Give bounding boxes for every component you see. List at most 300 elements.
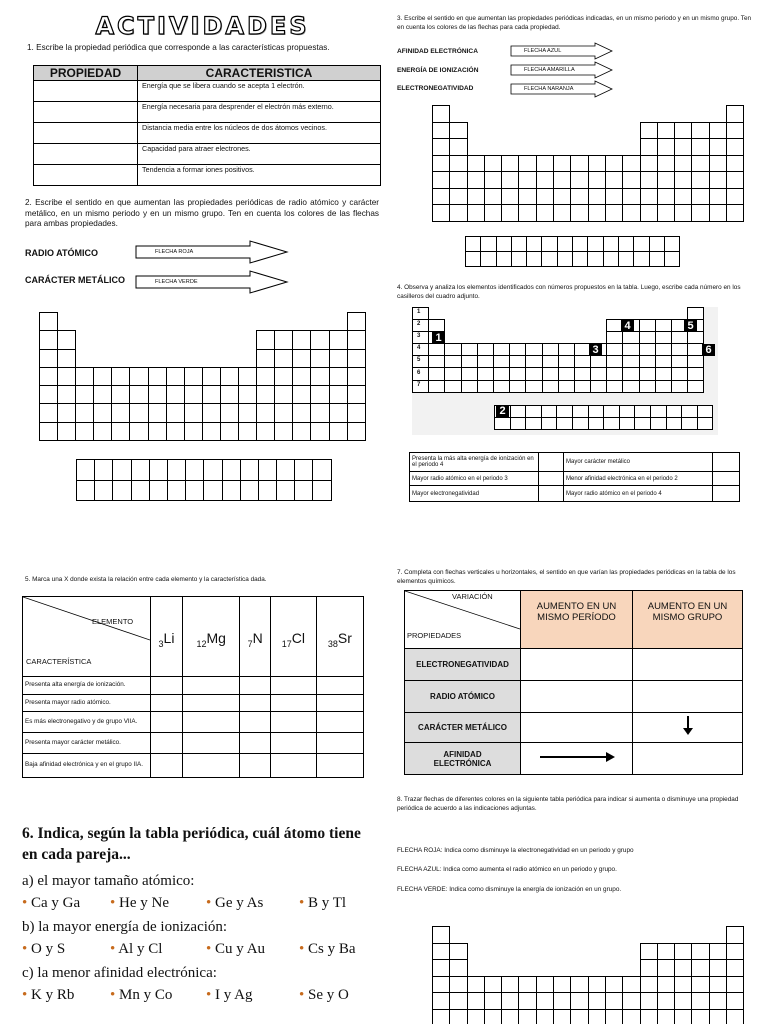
- element-cell[interactable]: [536, 171, 554, 189]
- element-cell[interactable]: [501, 188, 519, 206]
- element-cell[interactable]: [238, 422, 257, 441]
- element-cell[interactable]: [467, 1009, 485, 1024]
- element-cell[interactable]: [726, 105, 744, 123]
- element-cell[interactable]: [432, 926, 450, 944]
- element-cell[interactable]: [467, 188, 485, 206]
- element-cell[interactable]: [484, 976, 502, 994]
- element-cell[interactable]: [432, 188, 450, 206]
- element-cell[interactable]: [310, 367, 329, 386]
- element-cell[interactable]: [167, 459, 186, 481]
- element-cell[interactable]: [449, 188, 467, 206]
- element-cell[interactable]: [220, 367, 239, 386]
- element-cell[interactable]: [347, 385, 366, 404]
- element-cell[interactable]: [240, 480, 259, 502]
- element-cell[interactable]: [149, 459, 168, 481]
- q5-answer-cell[interactable]: [270, 712, 316, 733]
- q7-answer-cell[interactable]: [521, 681, 633, 713]
- element-cell[interactable]: [432, 171, 450, 189]
- q4-answer-cell[interactable]: [713, 486, 740, 502]
- element-cell[interactable]: [674, 976, 692, 994]
- element-cell[interactable]: [184, 403, 203, 422]
- element-cell[interactable]: [484, 155, 502, 173]
- element-cell[interactable]: [75, 367, 94, 386]
- element-cell[interactable]: [618, 251, 634, 267]
- q5-answer-cell[interactable]: [316, 695, 363, 712]
- element-cell[interactable]: [518, 976, 536, 994]
- element-cell[interactable]: [467, 992, 485, 1010]
- element-cell[interactable]: [220, 422, 239, 441]
- element-cell[interactable]: [202, 422, 221, 441]
- element-cell[interactable]: [484, 171, 502, 189]
- element-cell[interactable]: [220, 403, 239, 422]
- element-cell[interactable]: [691, 155, 709, 173]
- element-cell[interactable]: [657, 204, 675, 222]
- element-cell[interactable]: [691, 959, 709, 977]
- element-cell[interactable]: [347, 367, 366, 386]
- element-cell[interactable]: [518, 171, 536, 189]
- element-cell[interactable]: [347, 422, 366, 441]
- element-cell[interactable]: [449, 943, 467, 961]
- element-cell[interactable]: [674, 171, 692, 189]
- element-cell[interactable]: [501, 155, 519, 173]
- element-cell[interactable]: [449, 122, 467, 140]
- element-cell[interactable]: [184, 367, 203, 386]
- element-cell[interactable]: [166, 367, 185, 386]
- element-cell[interactable]: [131, 480, 150, 502]
- element-cell[interactable]: [501, 1009, 519, 1024]
- q5-answer-cell[interactable]: [151, 712, 183, 733]
- element-cell[interactable]: [605, 976, 623, 994]
- element-cell[interactable]: [432, 105, 450, 123]
- element-cell[interactable]: [238, 403, 257, 422]
- q7-answer-cell[interactable]: [633, 713, 743, 743]
- element-cell[interactable]: [605, 188, 623, 206]
- element-cell[interactable]: [553, 976, 571, 994]
- element-cell[interactable]: [129, 403, 148, 422]
- element-cell[interactable]: [111, 422, 130, 441]
- q7-answer-cell[interactable]: [633, 743, 743, 775]
- element-cell[interactable]: [709, 204, 727, 222]
- element-cell[interactable]: [541, 251, 557, 267]
- element-cell[interactable]: [94, 480, 113, 502]
- element-cell[interactable]: [588, 171, 606, 189]
- element-cell[interactable]: [310, 330, 329, 349]
- element-cell[interactable]: [664, 236, 680, 252]
- element-cell[interactable]: [57, 385, 76, 404]
- element-cell[interactable]: [294, 480, 313, 502]
- element-cell[interactable]: [536, 1009, 554, 1024]
- element-cell[interactable]: [465, 236, 481, 252]
- element-cell[interactable]: [511, 251, 527, 267]
- q5-answer-cell[interactable]: [270, 677, 316, 695]
- element-cell[interactable]: [674, 122, 692, 140]
- element-cell[interactable]: [572, 236, 588, 252]
- q5-answer-cell[interactable]: [182, 733, 240, 754]
- element-cell[interactable]: [553, 188, 571, 206]
- q5-answer-cell[interactable]: [182, 712, 240, 733]
- element-cell[interactable]: [588, 155, 606, 173]
- element-cell[interactable]: [93, 422, 112, 441]
- element-cell[interactable]: [618, 236, 634, 252]
- element-cell[interactable]: [294, 459, 313, 481]
- element-cell[interactable]: [449, 992, 467, 1010]
- element-cell[interactable]: [292, 385, 311, 404]
- element-cell[interactable]: [75, 385, 94, 404]
- element-cell[interactable]: [640, 992, 658, 1010]
- element-cell[interactable]: [310, 403, 329, 422]
- element-cell[interactable]: [484, 1009, 502, 1024]
- element-cell[interactable]: [726, 976, 744, 994]
- element-cell[interactable]: [640, 959, 658, 977]
- element-cell[interactable]: [449, 959, 467, 977]
- element-cell[interactable]: [553, 171, 571, 189]
- element-cell[interactable]: [274, 403, 293, 422]
- element-cell[interactable]: [541, 236, 557, 252]
- element-cell[interactable]: [148, 367, 167, 386]
- element-cell[interactable]: [93, 403, 112, 422]
- element-cell[interactable]: [640, 943, 658, 961]
- element-cell[interactable]: [640, 1009, 658, 1024]
- element-cell[interactable]: [432, 204, 450, 222]
- element-cell[interactable]: [94, 459, 113, 481]
- element-cell[interactable]: [570, 1009, 588, 1024]
- q7-answer-cell[interactable]: [633, 681, 743, 713]
- f-block-grid[interactable]: [465, 236, 679, 266]
- element-cell[interactable]: [709, 171, 727, 189]
- element-cell[interactable]: [657, 943, 675, 961]
- element-cell[interactable]: [484, 188, 502, 206]
- element-cell[interactable]: [329, 422, 348, 441]
- element-cell[interactable]: [553, 992, 571, 1010]
- q5-answer-cell[interactable]: [151, 733, 183, 754]
- element-cell[interactable]: [432, 943, 450, 961]
- element-cell[interactable]: [112, 459, 131, 481]
- element-cell[interactable]: [726, 171, 744, 189]
- element-cell[interactable]: [274, 349, 293, 368]
- element-cell[interactable]: [709, 992, 727, 1010]
- element-cell[interactable]: [603, 251, 619, 267]
- element-cell[interactable]: [111, 403, 130, 422]
- q4-answer-cell[interactable]: [539, 472, 564, 486]
- element-cell[interactable]: [518, 204, 536, 222]
- element-cell[interactable]: [588, 992, 606, 1010]
- element-cell[interactable]: [657, 976, 675, 994]
- element-cell[interactable]: [605, 171, 623, 189]
- element-cell[interactable]: [726, 1009, 744, 1024]
- element-cell[interactable]: [39, 422, 58, 441]
- element-cell[interactable]: [484, 204, 502, 222]
- element-cell[interactable]: [674, 204, 692, 222]
- element-cell[interactable]: [674, 188, 692, 206]
- element-cell[interactable]: [674, 1009, 692, 1024]
- element-cell[interactable]: [57, 349, 76, 368]
- element-cell[interactable]: [587, 236, 603, 252]
- element-cell[interactable]: [329, 385, 348, 404]
- element-cell[interactable]: [657, 171, 675, 189]
- element-cell[interactable]: [570, 204, 588, 222]
- element-cell[interactable]: [633, 236, 649, 252]
- element-cell[interactable]: [501, 976, 519, 994]
- element-cell[interactable]: [57, 422, 76, 441]
- element-cell[interactable]: [240, 459, 259, 481]
- element-cell[interactable]: [39, 330, 58, 349]
- element-cell[interactable]: [691, 1009, 709, 1024]
- element-cell[interactable]: [347, 403, 366, 422]
- element-cell[interactable]: [347, 312, 366, 331]
- element-cell[interactable]: [691, 122, 709, 140]
- element-cell[interactable]: [292, 422, 311, 441]
- q5-answer-cell[interactable]: [270, 733, 316, 754]
- element-cell[interactable]: [622, 155, 640, 173]
- element-cell[interactable]: [726, 155, 744, 173]
- element-cell[interactable]: [432, 976, 450, 994]
- element-cell[interactable]: [605, 204, 623, 222]
- element-cell[interactable]: [432, 1009, 450, 1024]
- element-cell[interactable]: [258, 459, 277, 481]
- element-cell[interactable]: [329, 367, 348, 386]
- element-cell[interactable]: [640, 122, 658, 140]
- element-cell[interactable]: [449, 976, 467, 994]
- element-cell[interactable]: [238, 367, 257, 386]
- element-cell[interactable]: [238, 385, 257, 404]
- element-cell[interactable]: [111, 385, 130, 404]
- element-cell[interactable]: [432, 959, 450, 977]
- element-cell[interactable]: [185, 459, 204, 481]
- element-cell[interactable]: [449, 1009, 467, 1024]
- q5-answer-cell[interactable]: [270, 695, 316, 712]
- element-cell[interactable]: [449, 204, 467, 222]
- element-cell[interactable]: [329, 403, 348, 422]
- element-cell[interactable]: [57, 330, 76, 349]
- q5-answer-cell[interactable]: [240, 677, 270, 695]
- element-cell[interactable]: [557, 251, 573, 267]
- element-cell[interactable]: [258, 480, 277, 502]
- element-cell[interactable]: [536, 976, 554, 994]
- element-cell[interactable]: [467, 204, 485, 222]
- element-cell[interactable]: [622, 204, 640, 222]
- element-cell[interactable]: [622, 1009, 640, 1024]
- element-cell[interactable]: [256, 349, 275, 368]
- element-cell[interactable]: [657, 155, 675, 173]
- element-cell[interactable]: [709, 943, 727, 961]
- element-cell[interactable]: [166, 422, 185, 441]
- element-cell[interactable]: [129, 385, 148, 404]
- element-cell[interactable]: [75, 422, 94, 441]
- element-cell[interactable]: [622, 976, 640, 994]
- element-cell[interactable]: [256, 422, 275, 441]
- q5-answer-cell[interactable]: [316, 733, 363, 754]
- element-cell[interactable]: [726, 122, 744, 140]
- element-cell[interactable]: [674, 943, 692, 961]
- q7-answer-cell[interactable]: [521, 649, 633, 681]
- element-cell[interactable]: [726, 926, 744, 944]
- element-cell[interactable]: [484, 992, 502, 1010]
- element-cell[interactable]: [640, 976, 658, 994]
- element-cell[interactable]: [202, 367, 221, 386]
- element-cell[interactable]: [557, 236, 573, 252]
- element-cell[interactable]: [691, 204, 709, 222]
- element-cell[interactable]: [622, 188, 640, 206]
- element-cell[interactable]: [622, 992, 640, 1010]
- element-cell[interactable]: [657, 188, 675, 206]
- element-cell[interactable]: [432, 992, 450, 1010]
- element-cell[interactable]: [149, 480, 168, 502]
- element-cell[interactable]: [39, 367, 58, 386]
- periodic-table-grid[interactable]: [39, 312, 365, 440]
- q1-answer-cell[interactable]: [34, 81, 138, 102]
- element-cell[interactable]: [129, 422, 148, 441]
- element-cell[interactable]: [605, 1009, 623, 1024]
- element-cell[interactable]: [467, 171, 485, 189]
- element-cell[interactable]: [465, 251, 481, 267]
- element-cell[interactable]: [39, 312, 58, 331]
- element-cell[interactable]: [310, 385, 329, 404]
- element-cell[interactable]: [329, 349, 348, 368]
- q1-answer-cell[interactable]: [34, 144, 138, 165]
- element-cell[interactable]: [633, 251, 649, 267]
- element-cell[interactable]: [310, 349, 329, 368]
- element-cell[interactable]: [657, 138, 675, 156]
- element-cell[interactable]: [726, 188, 744, 206]
- q5-answer-cell[interactable]: [182, 754, 240, 778]
- element-cell[interactable]: [709, 959, 727, 977]
- element-cell[interactable]: [496, 236, 512, 252]
- element-cell[interactable]: [572, 251, 588, 267]
- element-cell[interactable]: [501, 204, 519, 222]
- element-cell[interactable]: [518, 188, 536, 206]
- element-cell[interactable]: [709, 188, 727, 206]
- element-cell[interactable]: [657, 1009, 675, 1024]
- element-cell[interactable]: [691, 976, 709, 994]
- element-cell[interactable]: [480, 236, 496, 252]
- element-cell[interactable]: [536, 155, 554, 173]
- element-cell[interactable]: [553, 1009, 571, 1024]
- element-cell[interactable]: [518, 1009, 536, 1024]
- q5-answer-cell[interactable]: [316, 754, 363, 778]
- element-cell[interactable]: [112, 480, 131, 502]
- element-cell[interactable]: [312, 480, 331, 502]
- element-cell[interactable]: [222, 480, 241, 502]
- element-cell[interactable]: [276, 459, 295, 481]
- q5-answer-cell[interactable]: [270, 754, 316, 778]
- element-cell[interactable]: [184, 422, 203, 441]
- element-cell[interactable]: [536, 188, 554, 206]
- element-cell[interactable]: [167, 480, 186, 502]
- element-cell[interactable]: [39, 349, 58, 368]
- element-cell[interactable]: [148, 403, 167, 422]
- q5-answer-cell[interactable]: [151, 677, 183, 695]
- element-cell[interactable]: [570, 188, 588, 206]
- q5-answer-cell[interactable]: [316, 677, 363, 695]
- element-cell[interactable]: [553, 155, 571, 173]
- element-cell[interactable]: [726, 204, 744, 222]
- element-cell[interactable]: [148, 422, 167, 441]
- q5-answer-cell[interactable]: [182, 695, 240, 712]
- element-cell[interactable]: [674, 155, 692, 173]
- element-cell[interactable]: [276, 480, 295, 502]
- element-cell[interactable]: [570, 992, 588, 1010]
- element-cell[interactable]: [166, 385, 185, 404]
- element-cell[interactable]: [709, 1009, 727, 1024]
- element-cell[interactable]: [640, 171, 658, 189]
- element-cell[interactable]: [57, 367, 76, 386]
- element-cell[interactable]: [674, 992, 692, 1010]
- element-cell[interactable]: [588, 976, 606, 994]
- element-cell[interactable]: [203, 459, 222, 481]
- element-cell[interactable]: [256, 403, 275, 422]
- element-cell[interactable]: [691, 171, 709, 189]
- element-cell[interactable]: [310, 422, 329, 441]
- element-cell[interactable]: [432, 138, 450, 156]
- element-cell[interactable]: [220, 385, 239, 404]
- element-cell[interactable]: [274, 385, 293, 404]
- element-cell[interactable]: [480, 251, 496, 267]
- element-cell[interactable]: [292, 349, 311, 368]
- element-cell[interactable]: [691, 188, 709, 206]
- element-cell[interactable]: [203, 480, 222, 502]
- element-cell[interactable]: [312, 459, 331, 481]
- periodic-table-grid[interactable]: [432, 105, 743, 221]
- element-cell[interactable]: [691, 943, 709, 961]
- element-cell[interactable]: [640, 155, 658, 173]
- element-cell[interactable]: [129, 367, 148, 386]
- element-cell[interactable]: [202, 403, 221, 422]
- element-cell[interactable]: [76, 459, 95, 481]
- q5-answer-cell[interactable]: [316, 712, 363, 733]
- q5-answer-cell[interactable]: [240, 695, 270, 712]
- q4-answer-cell[interactable]: [713, 453, 740, 472]
- element-cell[interactable]: [640, 138, 658, 156]
- element-cell[interactable]: [292, 330, 311, 349]
- element-cell[interactable]: [726, 138, 744, 156]
- element-cell[interactable]: [657, 959, 675, 977]
- element-cell[interactable]: [664, 251, 680, 267]
- element-cell[interactable]: [256, 367, 275, 386]
- element-cell[interactable]: [496, 251, 512, 267]
- element-cell[interactable]: [347, 349, 366, 368]
- q5-answer-cell[interactable]: [240, 733, 270, 754]
- element-cell[interactable]: [691, 138, 709, 156]
- element-cell[interactable]: [184, 385, 203, 404]
- element-cell[interactable]: [526, 236, 542, 252]
- element-cell[interactable]: [501, 171, 519, 189]
- element-cell[interactable]: [603, 236, 619, 252]
- element-cell[interactable]: [622, 171, 640, 189]
- element-cell[interactable]: [526, 251, 542, 267]
- element-cell[interactable]: [185, 480, 204, 502]
- element-cell[interactable]: [256, 385, 275, 404]
- element-cell[interactable]: [93, 385, 112, 404]
- q5-answer-cell[interactable]: [151, 754, 183, 778]
- element-cell[interactable]: [640, 204, 658, 222]
- element-cell[interactable]: [57, 403, 76, 422]
- element-cell[interactable]: [691, 992, 709, 1010]
- element-cell[interactable]: [726, 943, 744, 961]
- q4-answer-cell[interactable]: [539, 453, 564, 472]
- element-cell[interactable]: [709, 155, 727, 173]
- element-cell[interactable]: [587, 251, 603, 267]
- element-cell[interactable]: [588, 1009, 606, 1024]
- element-cell[interactable]: [39, 385, 58, 404]
- element-cell[interactable]: [347, 330, 366, 349]
- element-cell[interactable]: [148, 385, 167, 404]
- element-cell[interactable]: [449, 171, 467, 189]
- element-cell[interactable]: [518, 992, 536, 1010]
- q7-answer-cell[interactable]: [633, 649, 743, 681]
- element-cell[interactable]: [570, 976, 588, 994]
- element-cell[interactable]: [588, 188, 606, 206]
- f-block-grid[interactable]: [76, 459, 331, 500]
